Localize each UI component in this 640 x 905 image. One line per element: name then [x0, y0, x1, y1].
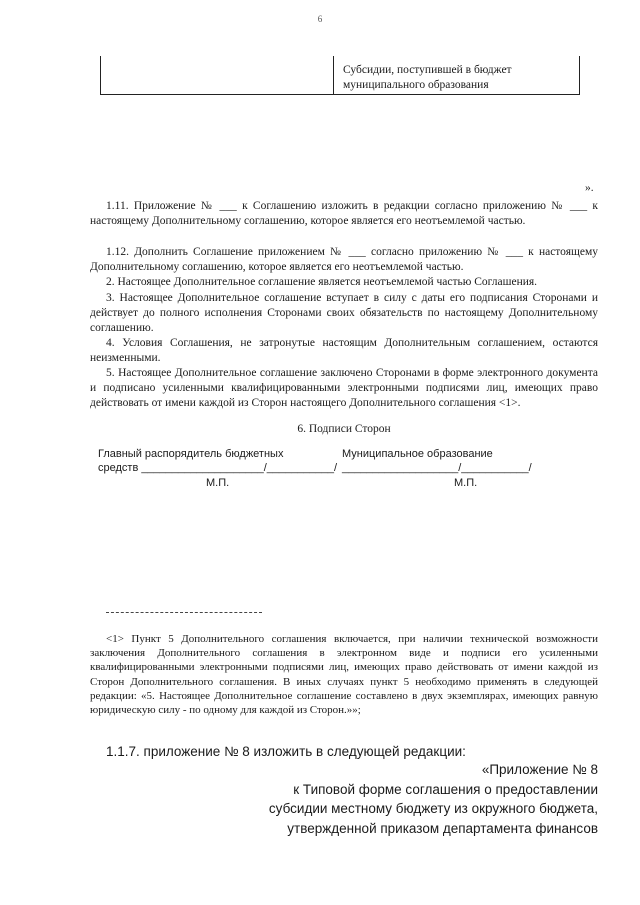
paragraph-1-11: 1.11. Приложение № ___ к Соглашению изложить в редакции согласно приложению № ___ к настоящему Дополнительному соглашению, которое является его неотъемлемой частью. [90, 200, 598, 228]
paragraph-2: 2. Настоящее Дополнительное соглашение является неотъемлемой частью Соглашения. [106, 276, 538, 288]
appendix-header-line-1: «Приложение № 8 [481, 762, 598, 777]
paragraph-4: 4. Условия Соглашения, не затронутые настоящим Дополнительным соглашением, остаются неизменными. [90, 337, 598, 365]
paragraph-1-12: 1.12. Дополнить Соглашение приложением № ___ согласно приложению № ___ к настоящему Дополнительному соглашению, которое является его неотъемлемой частью. [90, 246, 598, 274]
paragraph-3: 3. Настоящее Дополнительное соглашение вступает в силу с даты его подписания Сторонами и действует до полного исполнения Сторонами своих обязательств по настоящему Дополнительному соглашению. [90, 292, 598, 335]
footnote-text: <1> Пункт 5 Дополнительного соглашения включается, при наличии технической возможности заключения Дополнительного соглашения в электронном виде и подписи его усиленными квалифицированными электронными подписями лиц, имеющих право действовать от имени каждой из Сторон Дополнительного соглашения. В иных случаях пункт 5 необходимо применять в следующей редакции: «5. Настоящее Дополнительное соглашение составлено в двух экземплярах, имеющих равную юридическую силу - по одному для каждой из Сторон.»»; [90, 633, 598, 717]
table-cell-right: Субсидии, поступившей в бюджет муниципального образования [343, 64, 512, 91]
top-table-fragment [100, 56, 580, 95]
appendix-header-line-2: к Типовой форме соглашения о предоставлении [293, 781, 598, 797]
signature-left-line: средств ____________________/___________/ [98, 462, 338, 474]
footnote-separator [106, 612, 262, 613]
closing-quote: ». [585, 182, 594, 194]
item-1-1-7: 1.1.7. приложение № 8 изложить в следующей редакции: [106, 744, 466, 759]
signature-right-line: ___________________/___________/ [342, 462, 532, 474]
table-column-divider [333, 56, 334, 94]
signature-left-title: Главный распорядитель бюджетных [98, 448, 284, 460]
appendix-header-line-3: субсидии местному бюджету из окружного бюджета, [268, 801, 598, 816]
appendix-header [269, 760, 598, 838]
signature-right-title: Муниципальное образование [342, 448, 493, 460]
signature-right-stamp: М.П. [454, 477, 478, 489]
appendix-header-line-4: утвержденной приказом департамента финансов [287, 820, 598, 836]
signature-left-stamp: М.П. [206, 477, 230, 489]
paragraph-5: 5. Настоящее Дополнительное соглашение заключено Сторонами в форме электронного документа и подписано усиленными квалифицированными электронными подписями лиц, имеющих право действовать от имени каждой из Сторон настоящего Дополнительного соглашения <1>. [90, 367, 598, 410]
page-number: 6 [317, 14, 323, 24]
signatures-heading: 6. Подписи Сторон [297, 423, 391, 435]
